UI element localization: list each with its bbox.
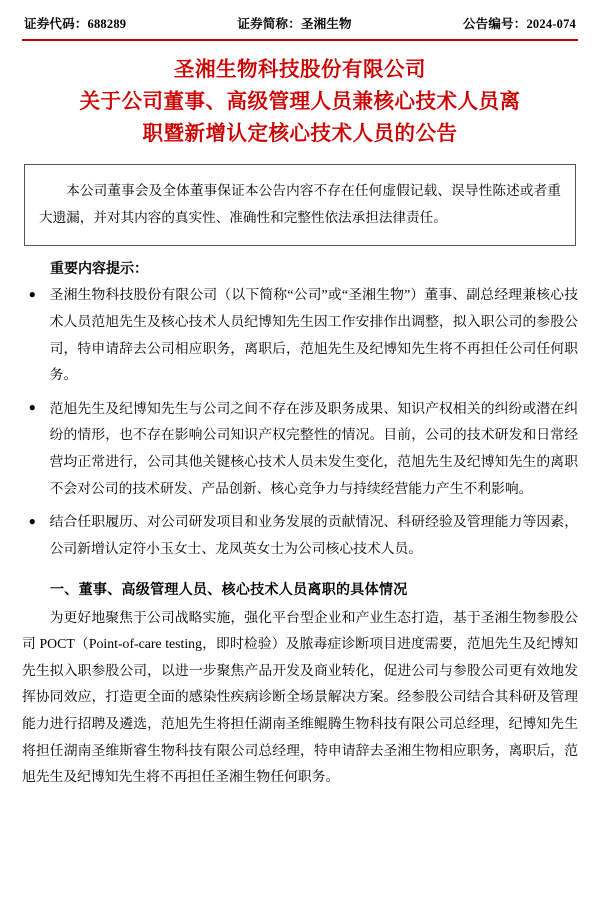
security-code [24, 14, 126, 32]
header-divider [22, 39, 578, 41]
important-bullet-3 [22, 509, 578, 562]
important-bullet-3-text: 结合任职履历、对公司研发项目和业务发展的贡献情况、科研经验及管理能力等因素，公司新增认定符小玉女士、龙凤英女士为公司核心技术人员。 [49, 514, 578, 556]
important-notice-heading: 重要内容提示： [50, 262, 148, 278]
title-line-3: 职暨新增认定核心技术人员的公告 [142, 122, 458, 145]
announcement-number-label: 公告编号： [462, 17, 527, 31]
disclaimer-text: 本公司董事会及全体董事保证本公告内容不存在任何虚假记载、误导性陈述或者重大遗漏，并对其内容的真实性、准确性和完整性依法承担法律责任。 [39, 183, 561, 225]
document-header [22, 14, 578, 39]
security-code-value: 688289 [87, 17, 127, 31]
bullet-dot-icon: ● [28, 513, 36, 528]
section-one-heading: 一、董事、高级管理人员、核心技术人员离职的具体情况 [50, 582, 408, 598]
security-abbr-value: 圣湘生物 [300, 17, 352, 31]
security-abbr-label: 证券简称： [237, 17, 301, 31]
section-one-paragraph-1: 为更好地聚焦于公司战略实施，强化平台型企业和产业生态打造，基于圣湘生物参股公司 POCT（Point-of-care testing，即时检验）及脓毒症诊断项目进度需要，范旭先生及纪博知先生拟入职参股公司，以进一步聚焦产品开发及商业转化，促进公司与参股公司更有效地发挥协同效应，打造更全面的感染性疾病诊断全场景解决方案。经参股公司结合其科研及管理能力进行招聘及遴选，范旭先生将担任湖南圣维鲲腾生物科技有限公司总经理，纪博知先生将担任湖南圣维斯睿生物科技有限公司总经理，特申请辞去圣湘生物相应职务，离职后，范旭先生及纪博知先生将不再担任圣湘生物任何职务。 [22, 609, 578, 785]
announcement-number-value: 2024-074 [526, 17, 576, 31]
important-bullet-2 [22, 396, 578, 503]
title-line-1: 圣湘生物科技股份有限公司 [174, 59, 426, 81]
page-title [28, 55, 572, 150]
important-bullet-1-text: 圣湘生物科技股份有限公司（以下简称“公司”或“圣湘生物”）董事、副总经理兼核心技术人员范旭先生及核心技术人员纪博知先生因工作安排作出调整，拟入职公司的参股公司，特申请辞去公司相应职务，离职后，范旭先生及纪博知先生将不再担任公司任何职务。 [49, 287, 578, 383]
announcement-number [463, 14, 576, 32]
security-code-label: 证券代码： [24, 17, 88, 31]
title-line-2: 关于公司董事、高级管理人员兼核心技术人员离 [79, 90, 521, 113]
disclaimer-box [24, 164, 576, 246]
bullet-dot-icon: ● [28, 286, 36, 301]
important-bullet-2-text: 范旭先生及纪博知先生与公司之间不存在涉及职务成果、知识产权相关的纠纷或潜在纠纷的情形，也不存在影响公司知识产权完整性的情况。目前，公司的技术研发和日常经营均正常进行，公司其他关键核心技术人员未发生变化，范旭先生及纪博知先生的离职不会对公司的技术研发、产品创新、核心竞争力与持续经营能力产生不利影响。 [49, 400, 578, 496]
security-abbr [237, 14, 351, 32]
important-bullet-1 [22, 282, 578, 389]
bullet-dot-icon: ● [28, 400, 36, 415]
